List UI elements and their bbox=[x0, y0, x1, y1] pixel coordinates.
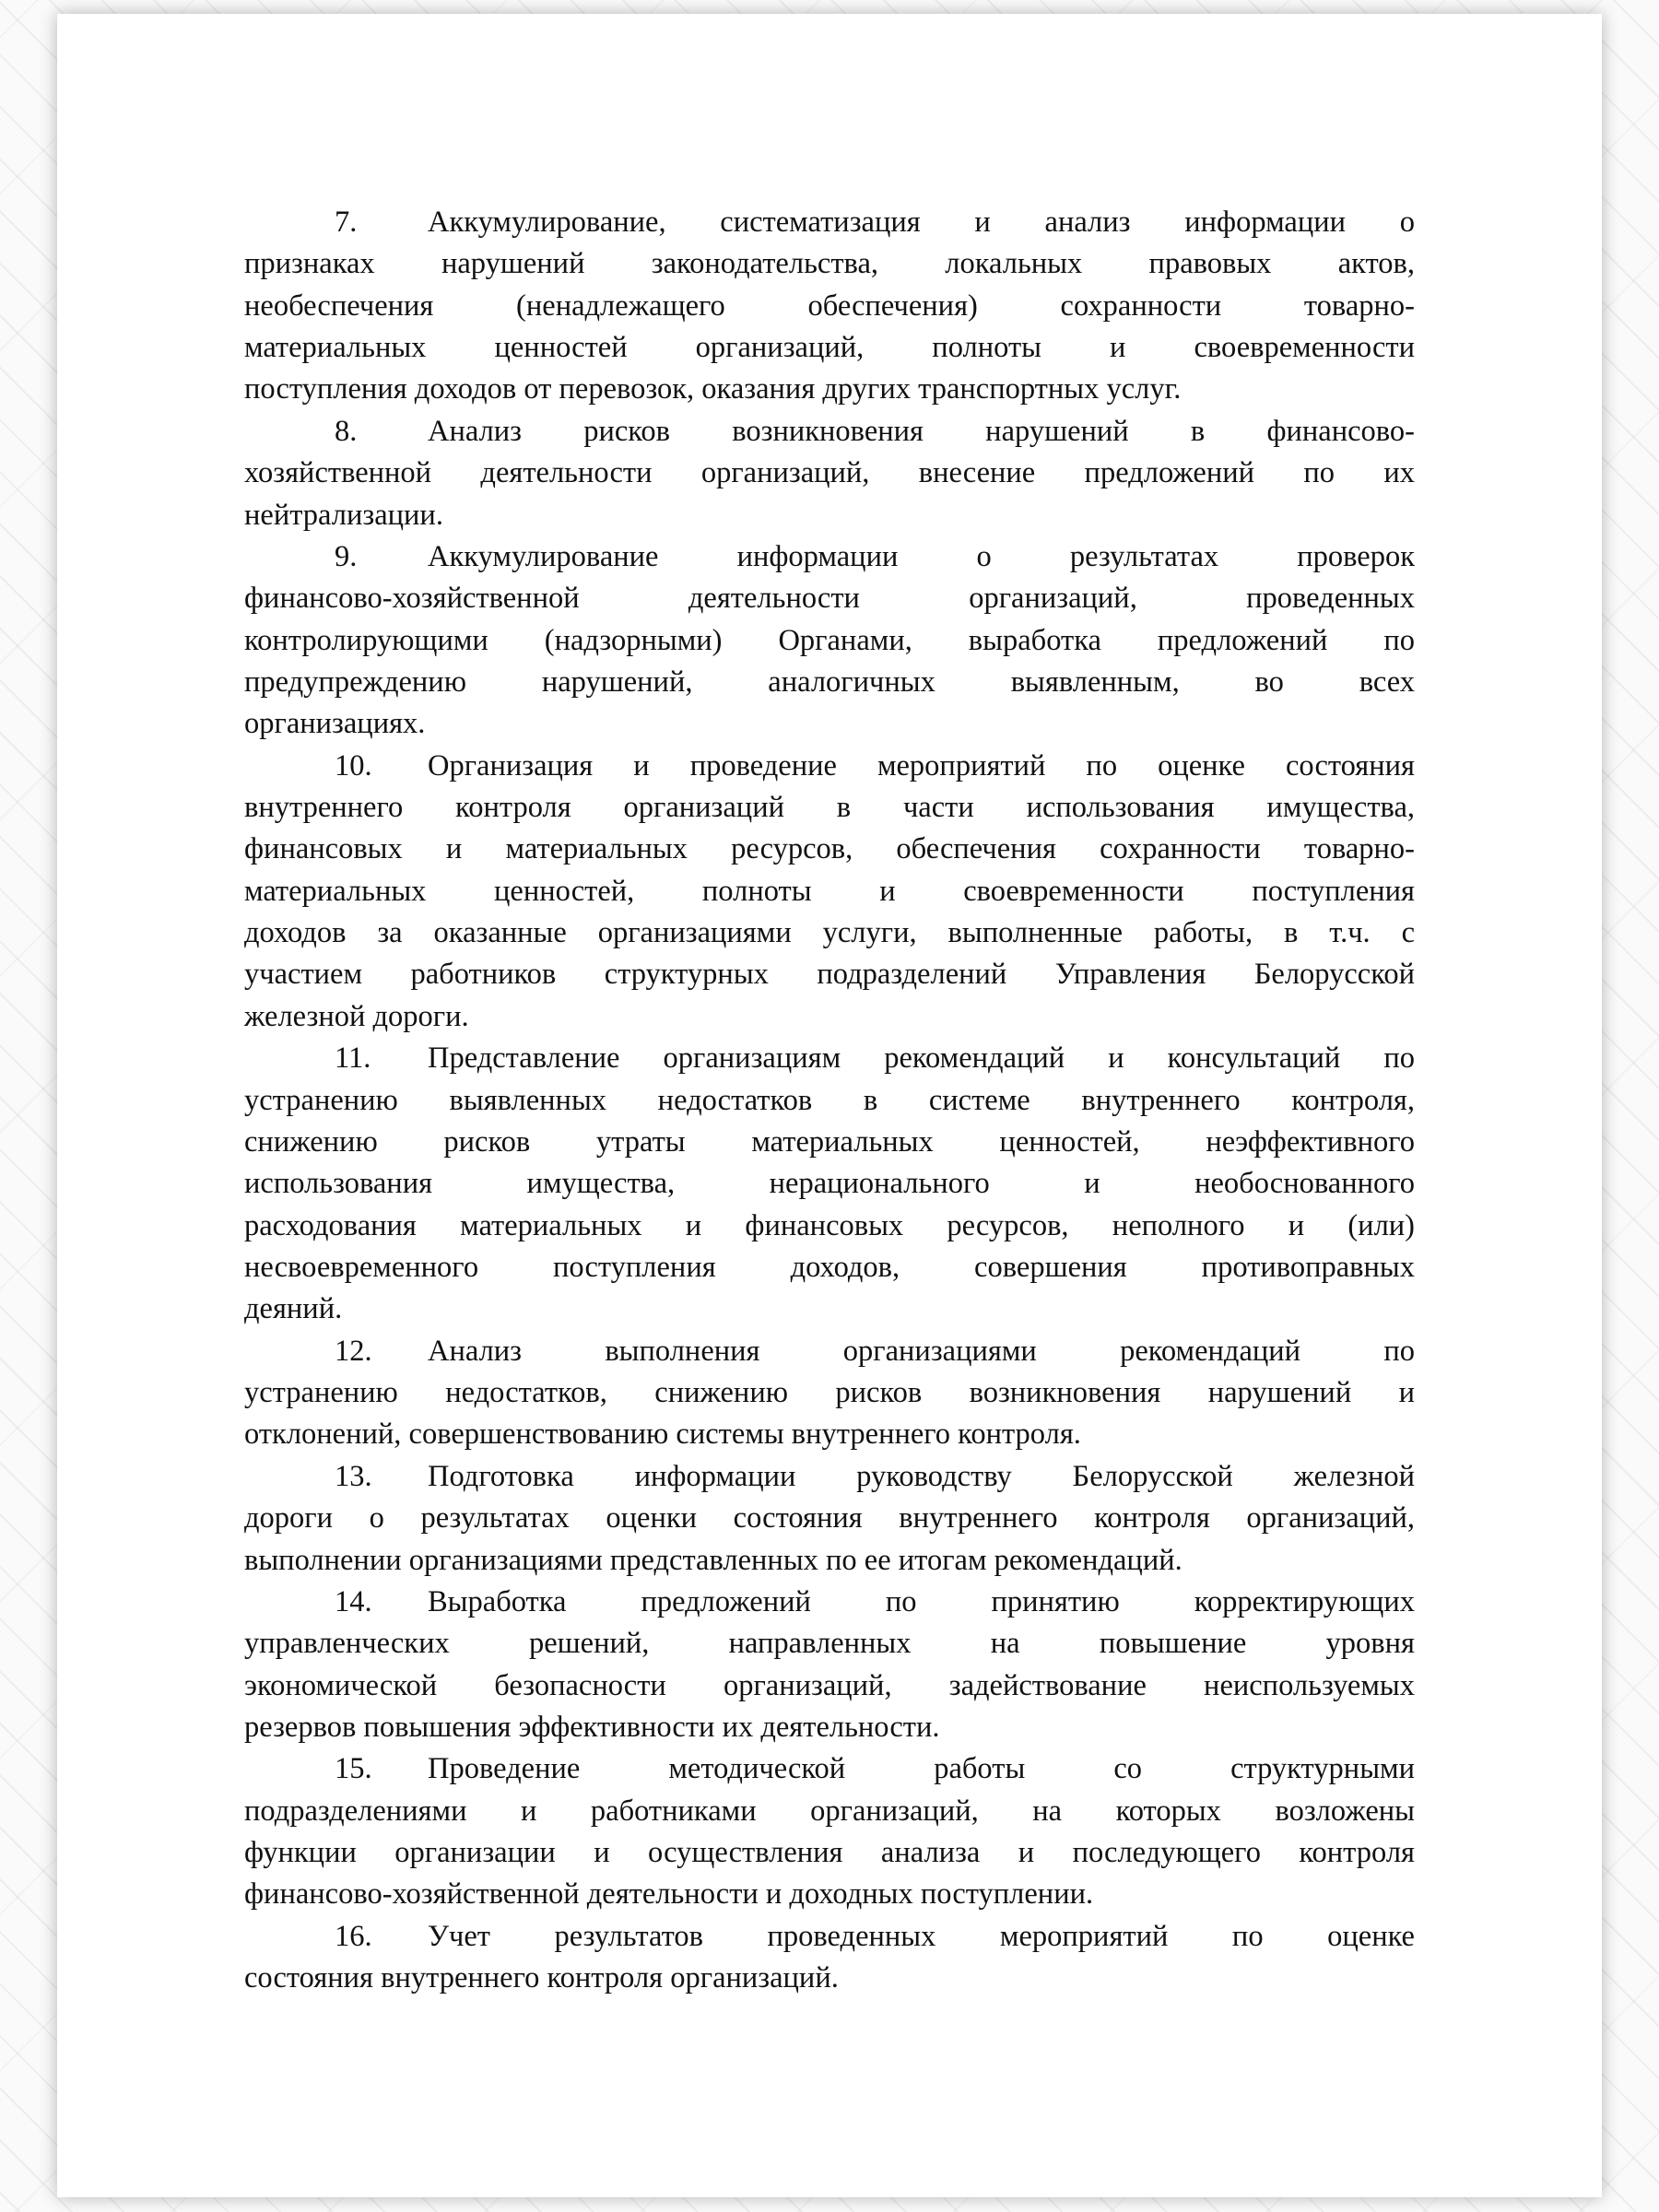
text-line bbox=[244, 1498, 1415, 1539]
line-text: резервов повышения эффективности их деятельности. bbox=[244, 1710, 940, 1744]
text-line bbox=[244, 202, 1415, 243]
line-text: организациях. bbox=[244, 707, 426, 741]
text-line bbox=[244, 1414, 1415, 1455]
line-text: материальных ценностей, полноты и своевременности поступления bbox=[244, 874, 1415, 908]
line-text: финансово-хозяйственной деятельности организаций, проведенных bbox=[244, 582, 1415, 616]
list-item bbox=[244, 1748, 1415, 1915]
line-text: внутреннего контроля организаций в части использования имущества, bbox=[244, 791, 1415, 825]
text-line bbox=[244, 578, 1415, 619]
line-text: финансовых и материальных ресурсов, обеспечения сохранности товарно- bbox=[244, 832, 1415, 866]
text-line bbox=[244, 1874, 1415, 1915]
line-text: устранению выявленных недостатков в системе внутреннего контроля, bbox=[244, 1083, 1415, 1117]
list-item bbox=[244, 1582, 1415, 1748]
line-text: предупреждению нарушений, аналогичных выявленным, во всех bbox=[244, 665, 1415, 699]
list-item bbox=[244, 1916, 1415, 2000]
text-line bbox=[244, 1372, 1415, 1414]
text-line bbox=[244, 1958, 1415, 1999]
line-text: подразделениями и работниками организаций, на которых возложены bbox=[244, 1794, 1415, 1828]
line-text: материальных ценностей организаций, полноты и своевременности bbox=[244, 331, 1415, 365]
list-item bbox=[244, 1331, 1415, 1456]
text-line bbox=[244, 1163, 1415, 1205]
text-line bbox=[244, 536, 1415, 578]
line-text: Анализ рисков возникновения нарушений в финансово- bbox=[428, 414, 1415, 448]
line-text: отклонений, совершенствованию системы внутреннего контроля. bbox=[244, 1418, 1081, 1452]
text-line bbox=[244, 1916, 1415, 1958]
item-number: 7. bbox=[335, 206, 358, 239]
document-page bbox=[57, 14, 1602, 2197]
line-text: доходов за оказанные организациями услуги, выполненные работы, в т.ч. с bbox=[244, 916, 1415, 950]
text-line bbox=[244, 871, 1415, 912]
item-number: 9. bbox=[335, 539, 358, 573]
item-number: 13. bbox=[335, 1459, 372, 1493]
line-text: железной дороги. bbox=[244, 999, 469, 1033]
item-number: 14. bbox=[335, 1584, 372, 1618]
line-text: состояния внутреннего контроля организаций. bbox=[244, 1961, 839, 1995]
line-text: финансово-хозяйственной деятельности и доходных поступлении. bbox=[244, 1877, 1094, 1912]
text-line bbox=[244, 829, 1415, 870]
line-text: устранению недостатков, снижению рисков возникновения нарушений и bbox=[244, 1376, 1415, 1410]
text-line bbox=[244, 1038, 1415, 1079]
list-item bbox=[244, 536, 1415, 746]
text-line bbox=[244, 1206, 1415, 1247]
text-line bbox=[244, 369, 1415, 410]
item-number: 10. bbox=[335, 748, 372, 782]
line-text: Учет результатов проведенных мероприятий по оценке bbox=[428, 1919, 1415, 1953]
text-line bbox=[244, 1456, 1415, 1498]
list-item bbox=[244, 1456, 1415, 1582]
line-text: Аккумулирование информации о результатах проверок bbox=[428, 539, 1415, 573]
line-text: хозяйственной деятельности организаций, внесение предложений по их bbox=[244, 456, 1415, 490]
item-number: 12. bbox=[335, 1334, 372, 1368]
list-item bbox=[244, 746, 1415, 1039]
item-number: 15. bbox=[335, 1752, 372, 1786]
text-line bbox=[244, 1665, 1415, 1707]
line-text: Проведение методической работы со структурными bbox=[428, 1752, 1415, 1786]
text-line bbox=[244, 453, 1415, 494]
item-number: 11. bbox=[335, 1041, 371, 1076]
line-text: Организация и проведение мероприятий по оценке состояния bbox=[428, 748, 1415, 782]
line-text: поступления доходов от перевозок, оказания других транспортных услуг. bbox=[244, 372, 1182, 406]
text-line bbox=[244, 1122, 1415, 1163]
text-line bbox=[244, 243, 1415, 285]
line-text: необеспечения (ненадлежащего обеспечения) сохранности товарно- bbox=[244, 288, 1415, 323]
text-line bbox=[244, 787, 1415, 829]
text-line bbox=[244, 746, 1415, 787]
text-line bbox=[244, 912, 1415, 954]
text-line bbox=[244, 662, 1415, 703]
text-line bbox=[244, 1623, 1415, 1665]
text-line bbox=[244, 1748, 1415, 1790]
line-text: контролирующими (надзорными) Органами, выработка предложений по bbox=[244, 623, 1415, 657]
line-text: снижению рисков утраты материальных ценностей, неэффективного bbox=[244, 1124, 1415, 1159]
text-line bbox=[244, 703, 1415, 745]
item-number: 16. bbox=[335, 1919, 372, 1953]
text-line bbox=[244, 1247, 1415, 1288]
line-text: дороги о результатах оценки состояния внутреннего контроля организаций, bbox=[244, 1501, 1415, 1535]
text-line bbox=[244, 620, 1415, 662]
text-line bbox=[244, 1791, 1415, 1832]
text-line bbox=[244, 1080, 1415, 1122]
line-text: участием работников структурных подразделений Управления Белорусской bbox=[244, 958, 1415, 992]
list-item bbox=[244, 202, 1415, 411]
text-line bbox=[244, 996, 1415, 1038]
line-text: функции организации и осуществления анализа и последующего контроля bbox=[244, 1836, 1415, 1870]
text-line bbox=[244, 411, 1415, 453]
line-text: использования имущества, нерационального и необоснованного bbox=[244, 1167, 1415, 1201]
line-text: управленческих решений, направленных на повышение уровня bbox=[244, 1627, 1415, 1661]
text-line bbox=[244, 495, 1415, 536]
text-line bbox=[244, 1707, 1415, 1748]
text-line bbox=[244, 1540, 1415, 1582]
line-text: расходования материальных и финансовых ресурсов, неполного и (или) bbox=[244, 1208, 1415, 1242]
line-text: Подготовка информации руководству Белорусской железной bbox=[428, 1459, 1415, 1493]
line-text: Аккумулирование, систематизация и анализ информации о bbox=[428, 206, 1415, 239]
line-text: несвоевременного поступления доходов, совершения противоправных bbox=[244, 1250, 1415, 1284]
line-text: нейтрализации. bbox=[244, 498, 443, 532]
item-number: 8. bbox=[335, 414, 358, 448]
line-text: признаках нарушений законодательства, локальных правовых актов, bbox=[244, 247, 1415, 281]
line-text: Анализ выполнения организациями рекомендаций по bbox=[428, 1334, 1415, 1368]
line-text: деяний. bbox=[244, 1292, 343, 1326]
text-line bbox=[244, 954, 1415, 995]
line-text: Представление организациям рекомендаций и консультаций по bbox=[428, 1041, 1415, 1076]
list-item bbox=[244, 411, 1415, 536]
list-item bbox=[244, 1038, 1415, 1331]
line-text: экономической безопасности организаций, задействование неиспользуемых bbox=[244, 1668, 1415, 1702]
text-line bbox=[244, 1582, 1415, 1623]
line-text: Выработка предложений по принятию корректирующих bbox=[428, 1584, 1415, 1618]
document-body bbox=[244, 202, 1415, 1999]
text-line bbox=[244, 286, 1415, 327]
text-line bbox=[244, 1331, 1415, 1372]
line-text: выполнении организациями представленных по ее итогам рекомендаций. bbox=[244, 1543, 1182, 1577]
text-line bbox=[244, 1832, 1415, 1874]
text-line bbox=[244, 327, 1415, 369]
text-line bbox=[244, 1288, 1415, 1330]
